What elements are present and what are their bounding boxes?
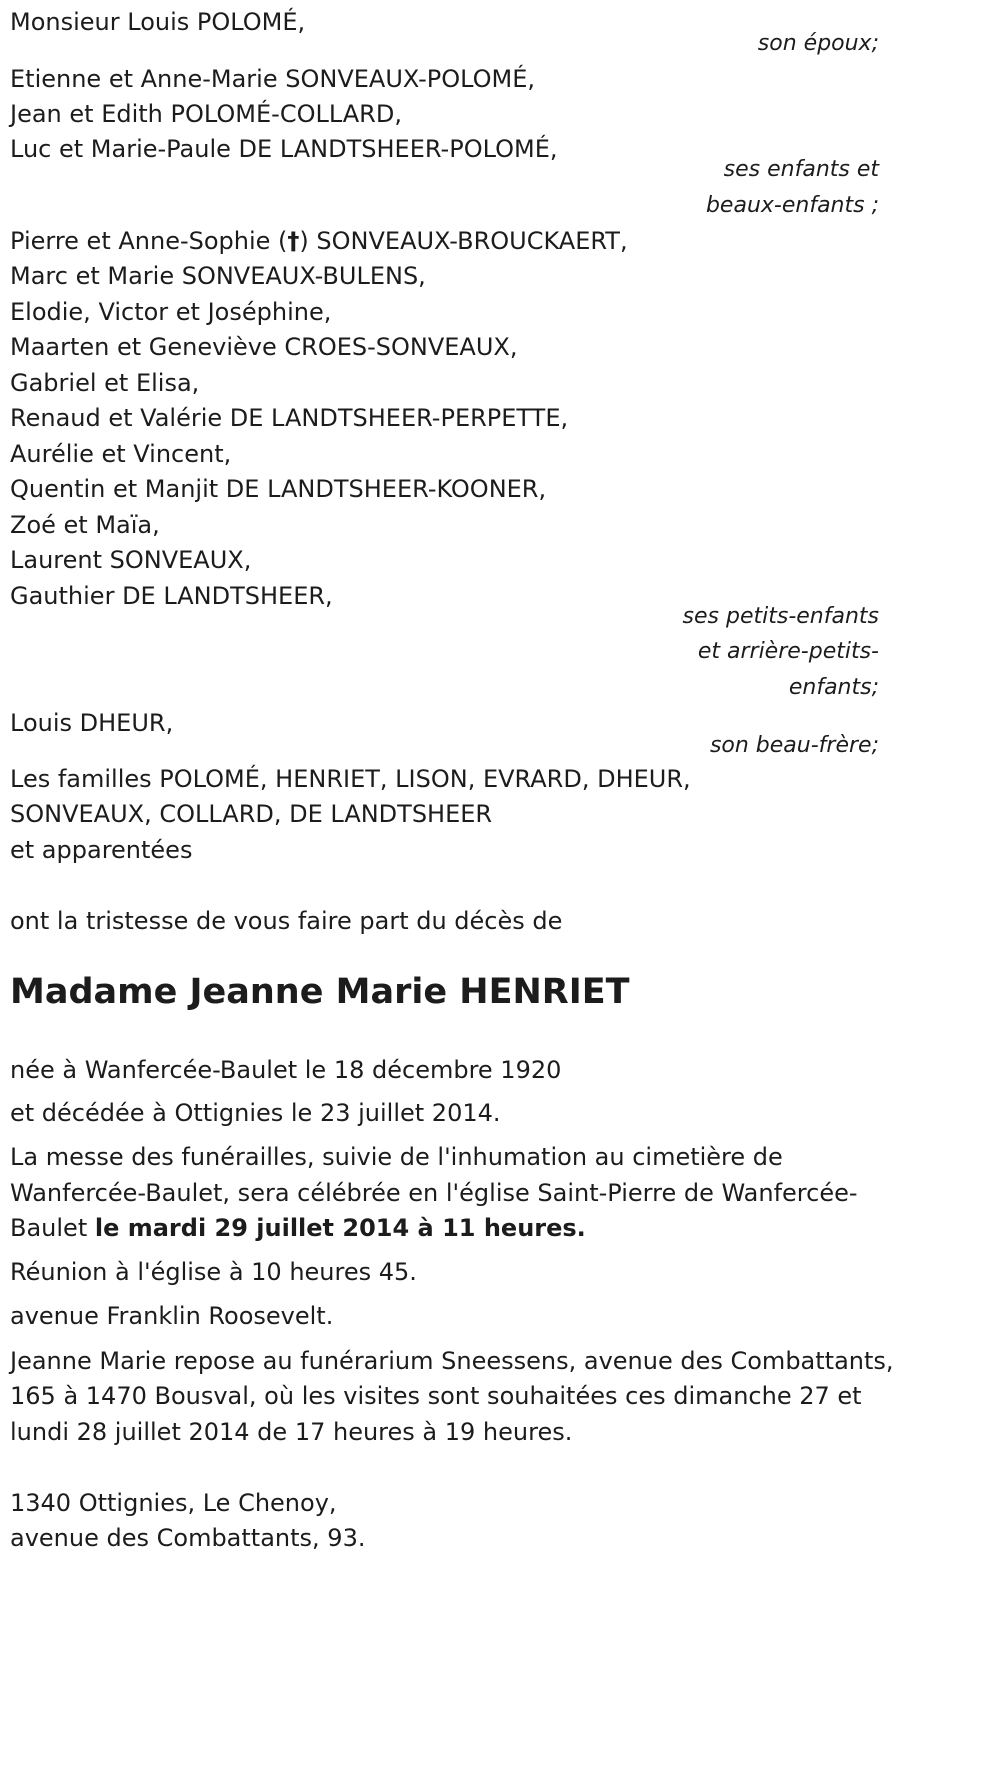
- child-line: Etienne et Anne-Marie SONVEAUX-POLOMÉ,: [10, 65, 536, 93]
- families-line-2: SONVEAUX, COLLARD, DE LANDTSHEER: [10, 800, 493, 828]
- grandchildren-role-line-1: ses petits-enfants: [682, 604, 879, 629]
- grandchild-line: Renaud et Valérie DE LANDTSHEER-PERPETTE,: [10, 404, 569, 432]
- deceased-name: Madame Jeanne Marie HENRIET: [10, 972, 630, 1012]
- families-line-1: Les familles POLOMÉ, HENRIET, LISON, EVRARD, DHEUR,: [10, 765, 691, 793]
- grandchildren-role-line-2: et arrière-petits-: [697, 639, 879, 664]
- grandchild-line-end: ) SONVEAUX-BROUCKAERT,: [299, 227, 628, 255]
- birth-info: née à Wanfercée-Baulet le 18 décembre 1920: [10, 1056, 562, 1084]
- mass-line-2: Wanfercée-Baulet, sera célébrée en l'église Saint-Pierre de Wanfercée-: [10, 1179, 858, 1207]
- grandchild-line: Elodie, Victor et Joséphine,: [10, 298, 332, 326]
- spouse-role: son époux;: [757, 31, 879, 56]
- families-line-3: et apparentées: [10, 836, 193, 864]
- grandchild-line: Gabriel et Elisa,: [10, 369, 200, 397]
- grandchild-line: Maarten et Geneviève CROES-SONVEAUX,: [10, 333, 518, 361]
- visit-line-1: Jeanne Marie repose au funérarium Sneessens, avenue des Combattants,: [10, 1347, 894, 1375]
- grandchild-line: Marc et Marie SONVEAUX-BULENS,: [10, 262, 426, 290]
- brother-in-law-name: Louis DHEUR,: [10, 709, 174, 737]
- grandchild-line-start: Pierre et Anne-Sophie (: [10, 227, 288, 255]
- children-role-line-2: beaux-enfants ;: [705, 193, 879, 218]
- cross-icon: †: [287, 227, 300, 255]
- meeting-info: Réunion à l'église à 10 heures 45.: [10, 1258, 417, 1286]
- visit-line-2: 165 à 1470 Bousval, où les visites sont souhaitées ces dimanche 27 et: [10, 1382, 862, 1410]
- grandchildren-role-line-3: enfants;: [788, 675, 879, 700]
- grandchild-line: Quentin et Manjit DE LANDTSHEER-KOONER,: [10, 475, 547, 503]
- grandchild-line: Gauthier DE LANDTSHEER,: [10, 582, 333, 610]
- mass-line-3: [10, 1210, 586, 1246]
- grandchild-line: Laurent SONVEAUX,: [10, 546, 252, 574]
- child-line: Luc et Marie-Paule DE LANDTSHEER-POLOMÉ,: [10, 135, 558, 163]
- children-role-line-1: ses enfants et: [723, 157, 879, 182]
- spouse-name: Monsieur Louis POLOMÉ,: [10, 8, 306, 36]
- avenue-info: avenue Franklin Roosevelt.: [10, 1302, 334, 1330]
- brother-in-law-role: son beau-frère;: [709, 733, 879, 758]
- address-line-2: avenue des Combattants, 93.: [10, 1524, 366, 1552]
- child-line: Jean et Edith POLOMÉ-COLLARD,: [10, 100, 402, 128]
- grandchild-line: Aurélie et Vincent,: [10, 440, 232, 468]
- grandchild-line: Zoé et Maïa,: [10, 511, 160, 539]
- announcement-text: ont la tristesse de vous faire part du décès de: [10, 907, 563, 935]
- mass-date-time: le mardi 29 juillet 2014 à 11 heures.: [94, 1214, 586, 1242]
- mass-line-1: La messe des funérailles, suivie de l'inhumation au cimetière de: [10, 1143, 783, 1171]
- address-line-1: 1340 Ottignies, Le Chenoy,: [10, 1489, 337, 1517]
- grandchild-line-with-cross: [10, 223, 628, 259]
- death-info: et décédée à Ottignies le 23 juillet 2014.: [10, 1099, 501, 1127]
- mass-place-text: Baulet: [10, 1214, 95, 1242]
- visit-line-3: lundi 28 juillet 2014 de 17 heures à 19 heures.: [10, 1418, 573, 1446]
